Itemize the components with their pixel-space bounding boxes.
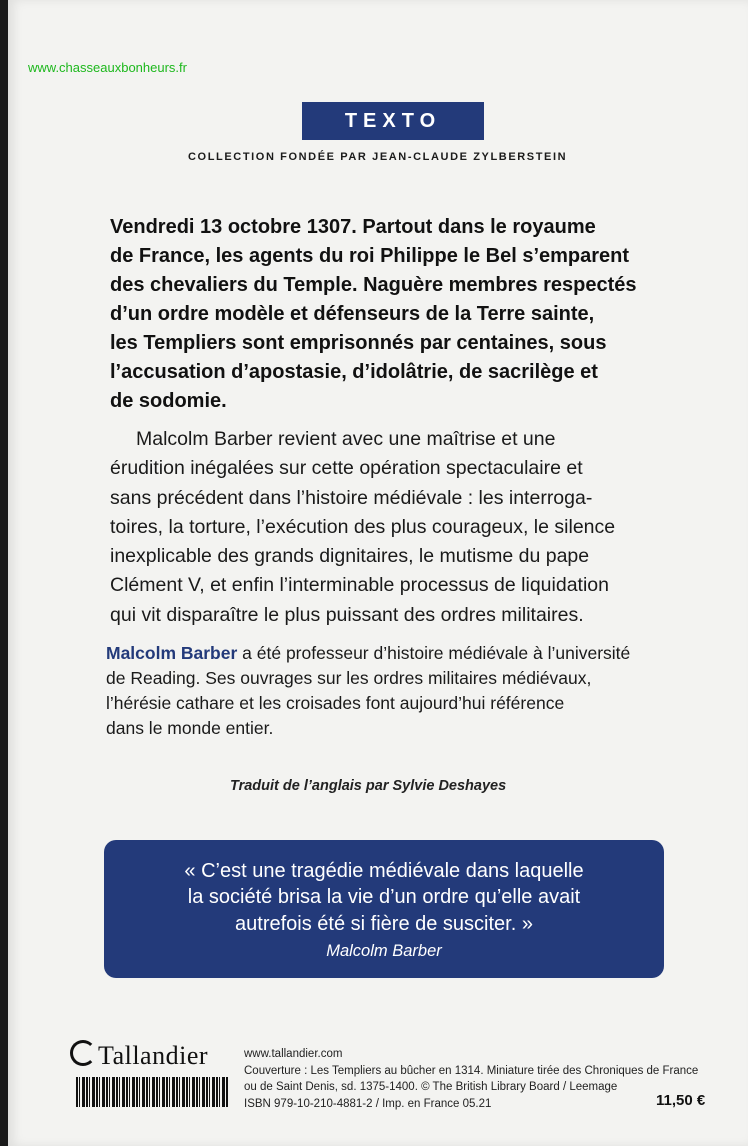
cover-credit-line: Couverture : Les Templiers au bûcher en 1314. Miniature tirée des Chroniques de France: [244, 1064, 699, 1077]
watermark-link[interactable]: www.chasseauxbonheurs.fr: [28, 60, 187, 75]
publisher-mark-icon: [70, 1040, 96, 1066]
series-logo: TEXTO: [302, 102, 484, 140]
bio-line: de Reading. Ses ouvrages sur les ordres militaires médiévaux,: [106, 668, 592, 688]
intro-line: de France, les agents du roi Philippe le Bel s’emparent: [110, 245, 630, 267]
body-line: inexplicable des grands dignitaires, le mutisme du pape: [110, 545, 590, 568]
author-bio: [106, 641, 702, 741]
intro-line: les Templiers sont emprisonnés par centaines, sous: [110, 332, 607, 354]
isbn-line: ISBN 979-10-210-4881-2 / Imp. en France 05.21: [244, 1097, 492, 1110]
back-cover: [8, 0, 748, 1146]
quote-line: autrefois été si fière de susciter. »: [235, 913, 533, 935]
bio-line: dans le monde entier.: [106, 718, 274, 738]
body-line: toires, la torture, l’exécution des plus courageux, le silence: [110, 515, 616, 538]
publisher-logo: [70, 1040, 208, 1071]
intro-line: de sodomie.: [110, 390, 227, 412]
quote-line: la société brisa la vie d’un ordre qu’elle avait: [187, 886, 581, 908]
body-line: Clément V, et enfin l’interminable processus de liquidation: [110, 574, 609, 597]
intro-paragraph: [110, 213, 698, 416]
cover-credit-line: ou de Saint Denis, sd. 1375-1400. © The British Library Board / Leemage: [244, 1081, 618, 1093]
intro-line: d’un ordre modèle et défenseurs de la Terre sainte,: [110, 303, 595, 325]
body-line: Malcolm Barber revient avec une maîtrise et une: [136, 428, 556, 450]
description-paragraph: [110, 425, 700, 630]
bio-line: [106, 641, 702, 666]
collection-line: COLLECTION FONDÉE PAR JEAN-CLAUDE ZYLBERSTEIN: [188, 151, 568, 163]
credits: [244, 1046, 714, 1112]
quote-box: [104, 840, 664, 978]
body-line: qui vit disparaître le plus puissant des ordres militaires.: [110, 603, 584, 626]
quote-author: Malcolm Barber: [326, 942, 442, 960]
intro-line: des chevaliers du Temple. Naguère membres respectés: [110, 274, 637, 296]
publisher-name: Tallandier: [98, 1041, 209, 1070]
price: 11,50 €: [656, 1092, 706, 1109]
quote-line: « C’est une tragédie médiévale dans laquelle: [184, 860, 584, 882]
bio-line: l’hérésie cathare et les croisades font aujourd’hui référence: [106, 693, 565, 713]
intro-line: Vendredi 13 octobre 1307. Partout dans le royaume: [110, 216, 596, 238]
body-line: érudition inégalées sur cette opération spectaculaire et: [110, 457, 583, 480]
publisher-website[interactable]: www.tallandier.com: [244, 1048, 343, 1060]
bio-line-rest: a été professeur d’histoire médiévale à l’université: [237, 643, 631, 663]
body-line: sans précédent dans l’histoire médiévale : les interroga-: [110, 486, 593, 509]
bio-author-name: Malcolm Barber: [106, 643, 238, 663]
intro-line: l’accusation d’apostasie, d’idolâtrie, de sacrilège et: [110, 361, 598, 383]
barcode: [76, 1077, 228, 1107]
translator-credit: Traduit de l’anglais par Sylvie Deshayes: [230, 778, 507, 794]
